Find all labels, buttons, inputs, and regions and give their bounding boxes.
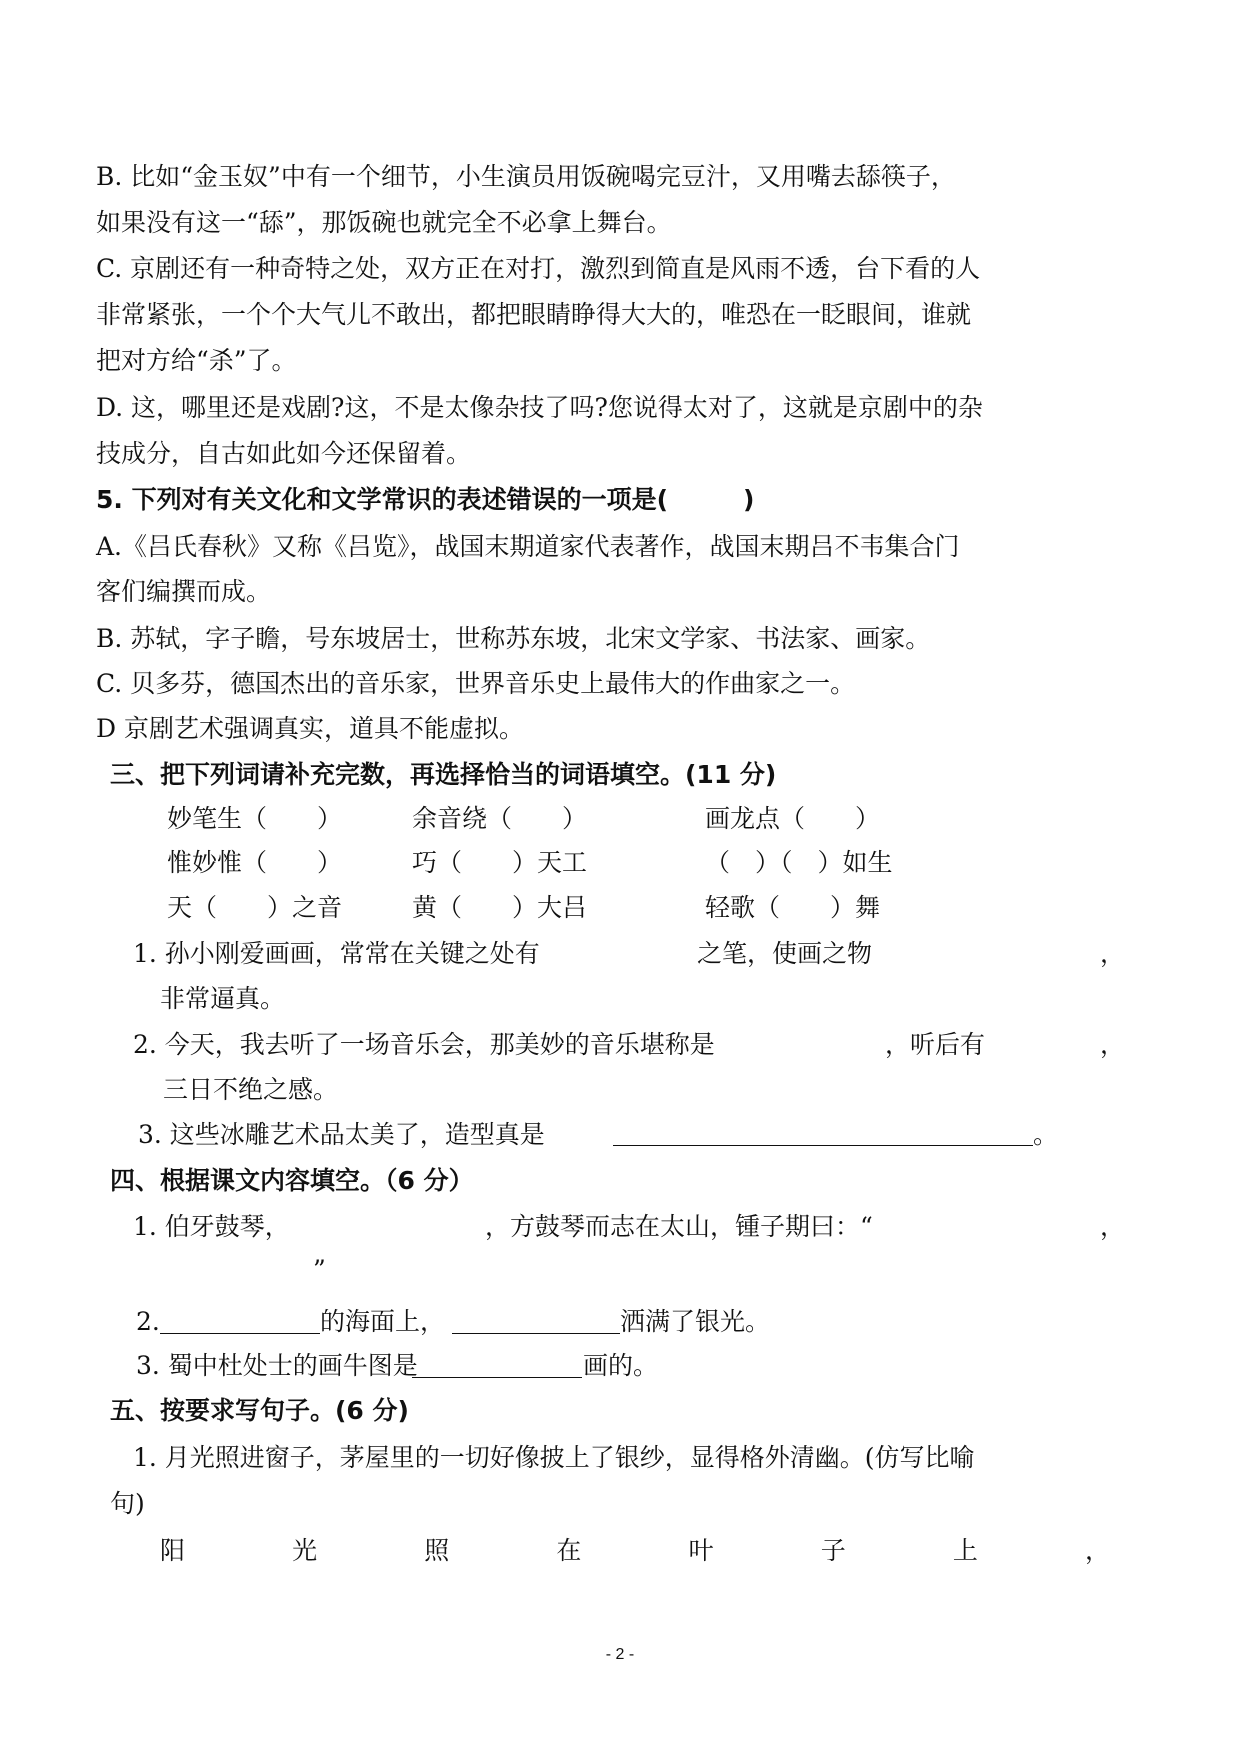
q5-option-a-line1: A.《吕氏春秋》又称《吕览》，战国末期道家代表著作，战国末期吕不韦集合门	[96, 532, 960, 561]
s4-item2-blank1[interactable]	[160, 1333, 320, 1334]
answer-char: 阳	[160, 1536, 186, 1565]
s4-item2-part3: 洒满了银光。	[620, 1307, 771, 1336]
idiom-item[interactable]: 画龙点（ ）	[705, 804, 881, 833]
s4-item1-part1: 1. 伯牙鼓琴，	[133, 1212, 290, 1241]
q4-option-d-line1: D. 这，哪里还是戏剧?这，不是太像杂技了吗?您说得太对了，这就是京剧中的杂	[96, 393, 983, 422]
s4-item1-line2: ”	[313, 1255, 326, 1284]
idiom-item[interactable]: 天（ ）之音	[167, 893, 343, 922]
s3-item2-end: ，	[1100, 1030, 1126, 1059]
s4-item3-blank[interactable]	[412, 1377, 582, 1378]
idiom-item[interactable]: 余音绕（ ）	[412, 804, 588, 833]
idiom-item[interactable]: 轻歌（ ）舞	[705, 893, 881, 922]
answer-char: 在	[556, 1536, 582, 1565]
s3-item1-end: ，	[1100, 939, 1126, 968]
q4-option-c-line1: C. 京剧还有一种奇特之处，双方正在对打，激烈到简直是风雨不透，台下看的人	[96, 254, 981, 283]
s3-item1-part2: 之笔，使画之物	[697, 939, 873, 968]
idiom-item[interactable]: 黄（ ）大吕	[412, 893, 588, 922]
q4-option-b-line2: 如果没有这一“舔”，那饭碗也就完全不必拿上舞台。	[96, 208, 672, 237]
idiom-item[interactable]: 妙笔生（ ）	[167, 804, 343, 833]
q4-option-b-line1: B. 比如“金玉奴”中有一个细节，小生演员用饭碗喝完豆汁，又用嘴去舔筷子，	[96, 162, 956, 191]
s4-item2-part1: 2.	[136, 1307, 168, 1336]
s5-answer-line[interactable]	[160, 1536, 1110, 1566]
s3-item1-part1: 1. 孙小刚爱画画，常常在关键之处有	[133, 939, 540, 968]
section-4-heading: 四、根据课文内容填空。（6 分）	[110, 1166, 474, 1195]
q4-option-c-line3: 把对方给“杀”了。	[96, 346, 297, 375]
q5-option-c: C. 贝多芬，德国杰出的音乐家，世界音乐史上最伟大的作曲家之一。	[96, 669, 856, 698]
answer-char: 叶	[688, 1536, 714, 1565]
s3-item3-blank[interactable]	[613, 1145, 1033, 1146]
s3-item3-end: 。	[1033, 1120, 1059, 1149]
s4-item1-end: ，	[1100, 1212, 1126, 1241]
answer-char: ，	[1084, 1536, 1110, 1565]
q4-option-c-line2: 非常紧张，一个个大气儿不敢出，都把眼睛睁得大大的，唯恐在一眨眼间，谁就	[96, 300, 972, 329]
s3-item2-part2: ，听后有	[885, 1030, 986, 1059]
q4-option-d-line2: 技成分，自古如此如今还保留着。	[96, 439, 472, 468]
s4-item2-blank2[interactable]	[452, 1333, 620, 1334]
s3-item2-blank2[interactable]	[1000, 1030, 1095, 1060]
s4-item1-part2: ，方鼓琴而志在太山，锺子期曰：“	[485, 1212, 873, 1241]
s3-item1-blank1[interactable]	[592, 939, 692, 969]
answer-char: 上	[952, 1536, 978, 1565]
answer-char: 光	[292, 1536, 318, 1565]
s3-item2-line2: 三日不绝之感。	[163, 1075, 339, 1104]
page-number: - 2 -	[605, 1646, 635, 1663]
s5-item1-line2: 句)	[110, 1489, 145, 1518]
s3-item1-line2: 非常逼真。	[160, 984, 286, 1013]
q5-option-a-line2: 客们编撰而成。	[96, 577, 272, 606]
idiom-item[interactable]: （ ）（ ）如生	[705, 848, 893, 877]
question-5-stem: 5. 下列对有关文化和文学常识的表述错误的一项是( )	[96, 485, 755, 514]
s3-item2-blank1[interactable]	[775, 1030, 885, 1060]
s4-item3-part1: 3. 蜀中杜处士的画牛图是	[136, 1351, 418, 1380]
s5-item1-line1: 1. 月光照进窗子，茅屋里的一切好像披上了银纱，显得格外清幽。(仿写比喻	[133, 1443, 975, 1472]
s4-item1-blank2[interactable]	[880, 1212, 1090, 1242]
q5-option-d: D 京剧艺术强调真实，道具不能虚拟。	[96, 714, 524, 743]
section-5-heading: 五、按要求写句子。(6 分)	[110, 1396, 409, 1425]
s3-item3-part1: 3. 这些冰雕艺术品太美了，造型真是	[138, 1120, 545, 1149]
q5-option-b: B. 苏轼，字子瞻，号东坡居士，世称苏东坡，北宋文学家、书法家、画家。	[96, 624, 931, 653]
s4-item2-part2: 的海面上，	[320, 1307, 446, 1336]
section-3-heading: 三、把下列词请补充完数，再选择恰当的词语填空。(11 分)	[110, 760, 777, 789]
idiom-item[interactable]: 惟妙惟（ ）	[167, 848, 343, 877]
idiom-item[interactable]: 巧（ ）天工	[412, 848, 588, 877]
s4-item1-blank1[interactable]	[300, 1212, 480, 1242]
s3-item1-blank2[interactable]	[892, 939, 1092, 969]
answer-char: 照	[424, 1536, 450, 1565]
s3-item2-part1: 2. 今天，我去听了一场音乐会，那美妙的音乐堪称是	[133, 1030, 715, 1059]
answer-char: 子	[820, 1536, 846, 1565]
s4-item3-part2: 画的。	[583, 1351, 659, 1380]
